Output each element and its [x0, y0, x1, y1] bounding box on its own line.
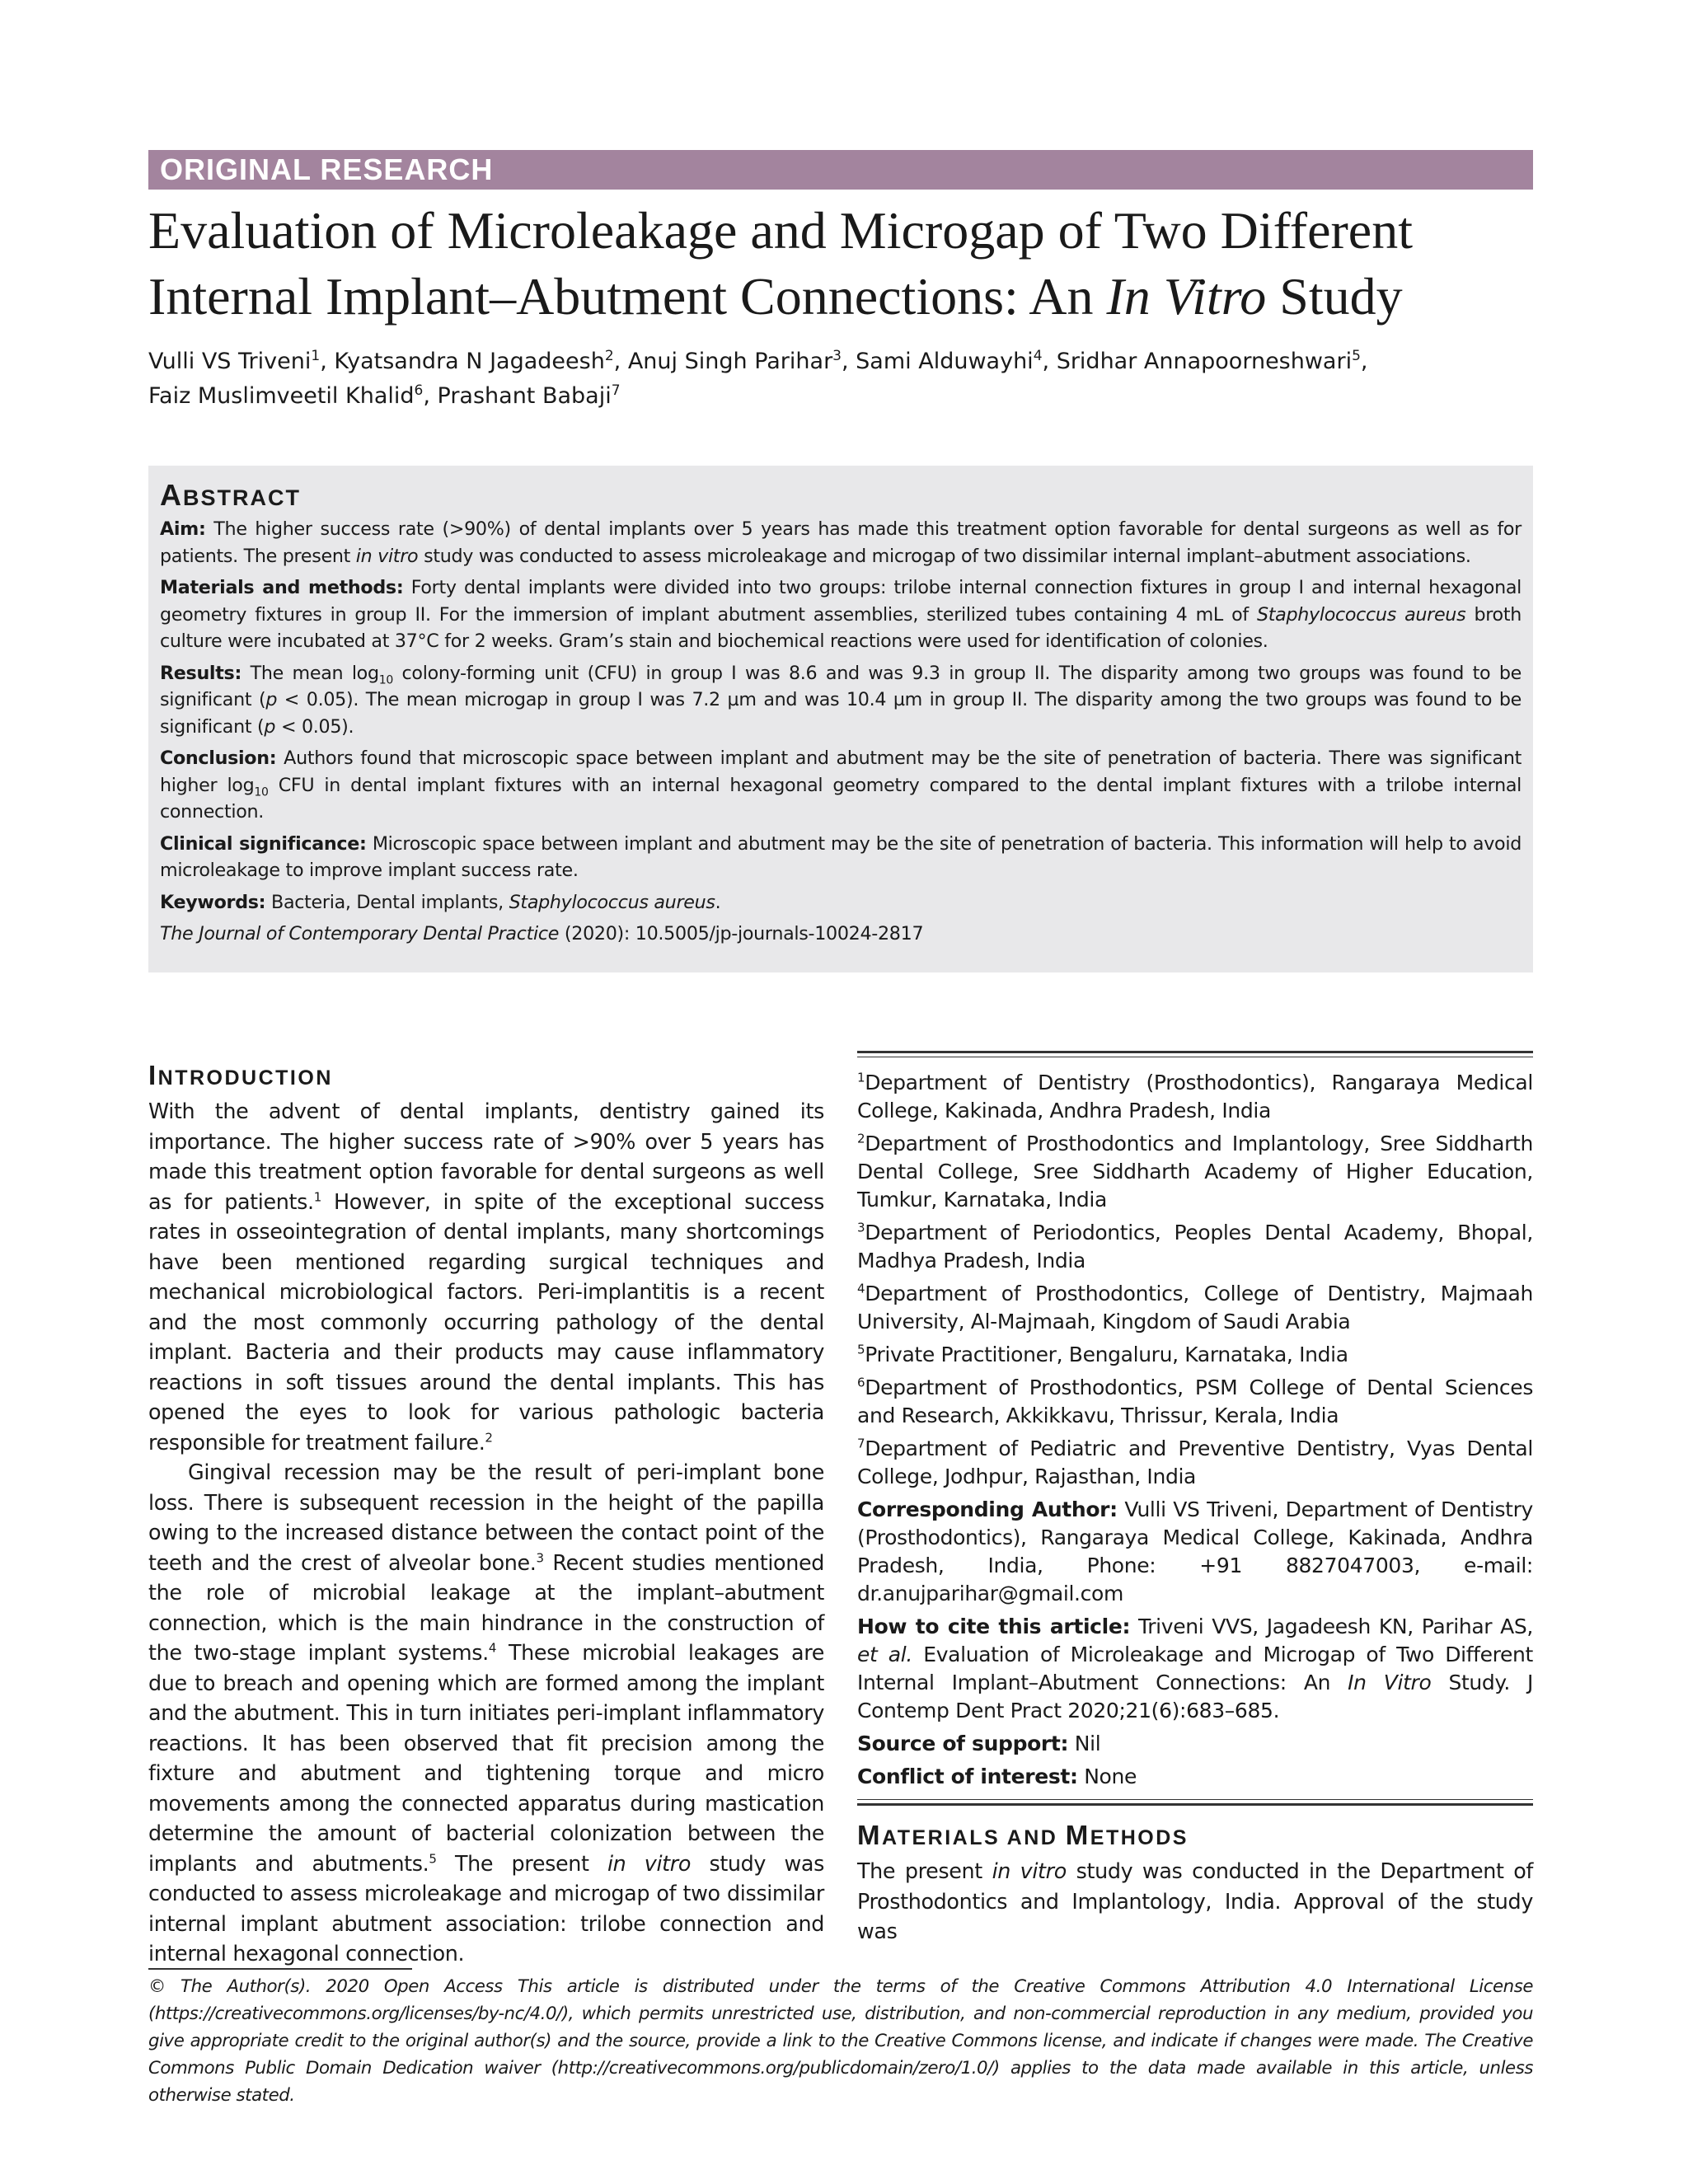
- author: Sami Alduwayhi$^4$,: [856, 348, 1057, 374]
- introduction-heading: INTRODUCTION: [148, 1060, 333, 1090]
- abstract-clinical-significance: Clinical significance: Microscopic space between implant and abutment may be the site of penetration of bacteria. This information will help to avoid microleakage to improve implant success rate.: [160, 832, 1522, 881]
- title-text-end: Study: [1266, 267, 1403, 326]
- bottom-rule-thin: [857, 1799, 1533, 1800]
- bottom-rule: [857, 1803, 1533, 1806]
- abstract-methods: Materials and methods: Forty dental implants were divided into two groups: trilobe internal connection fixtures in group I and internal hexagonal geometry fixtures in group II. For the immersion of implant abutment assemblies, sterilized tubes containing 4 mL of Staphylococcus aureus broth culture were incubated at 37°C for 2 weeks. Gram’s stain and biochemical reactions were used for identification of colonies.: [160, 577, 1522, 652]
- affiliation: $^2$Department of Prosthodontics and Implantology, Sree Siddharth Dental College, Sree Siddharth Academy of Higher Education, Tumkur, Karnataka, India: [857, 1131, 1533, 1212]
- section-label-banner: ORIGINAL RESEARCH: [148, 150, 1533, 190]
- author: Kyatsandra N Jagadeesh$^2$,: [334, 348, 628, 374]
- methods-heading: MATERIALS AND METHODS: [857, 1820, 1189, 1850]
- introduction-paragraph: Gingival recession may be the result of peri-implant bone loss. There is subsequent recession in the height of the papilla owing to the increased distance between the contact point of the teeth and the crest of alveolar bone.$^3$ Recent studies mentioned the role of microbial leakage at the implant–abutment connection, which is the main hindrance in the construction of the two-stage implant systems.$^4$ These microbial leakages are due to breach and opening which are formed among the implant and the abutment. This in turn initiates peri-implant inflammatory reactions. It has been observed that fit precision among the fixture and abutment and tightening torque and micro movements among the connected apparatus during mastication determine the amount of bacterial colonization between the implants and abutments.$^5$ The present in vitro study was conducted to assess microleakage and microgap of two dissimilar internal implant abutment association: trilobe connection and internal hexagonal connection.: [148, 1460, 824, 1966]
- affiliation: $^3$Department of Periodontics, Peoples Dental Academy, Bhopal, Madhya Pradesh, India: [857, 1220, 1533, 1272]
- author: Faiz Muslimveetil Khalid$^6$,: [148, 382, 438, 409]
- author: Anuj Singh Parihar$^3$,: [627, 348, 856, 374]
- methods-paragraph: The present in vitro study was conducted in the Department of Prosthodontics and Implantology, India. Approval of the study was: [857, 1858, 1533, 1943]
- abstract-conclusion: Conclusion: Authors found that microscopic space between implant and abutment may be the site of penetration of bacteria. There was significant higher $\log_{10}$ CFU in dental implant fixtures with an internal hexagonal geometry compared to the dental implant fixtures with a trilobe internal connection.: [160, 748, 1522, 823]
- how-to-cite: How to cite this article: Triveni VVS, Jagadeesh KN, Parihar AS, et al. Evaluation of Microleakage and Microgap of Two Different Internal Implant–Abutment Connections: An In Vitro Study. J Contemp Dent Pract 2020;21(6):683–685.: [857, 1615, 1533, 1722]
- source-of-support: Source of support: Nil: [857, 1732, 1101, 1755]
- affiliation: $^5$Private Practitioner, Bengaluru, Karnataka, India: [857, 1342, 1348, 1366]
- abstract-box: [148, 466, 1533, 972]
- abstract-citation: The Journal of Contemporary Dental Practice (2020): 10.5005/jp-journals-10024-2817: [160, 923, 924, 944]
- abstract-keywords: Keywords: Bacteria, Dental implants, Staphylococcus aureus.: [160, 891, 721, 913]
- footnote-rule: [148, 1968, 412, 1970]
- affiliation: $^4$Department of Prosthodontics, College of Dentistry, Majmaah University, Al-Majmaah, Kingdom of Saudi Arabia: [857, 1281, 1533, 1333]
- article-title: [148, 198, 1541, 330]
- conflict-of-interest: Conflict of interest: None: [857, 1765, 1137, 1788]
- introduction-column: [148, 1057, 824, 1969]
- author-list: [148, 344, 1541, 414]
- abstract-results: Results: The mean $\log_{10}$ colony-forming unit (CFU) in group I was 8.6 and was 9.3 in group II. The disparity among two groups was found to be significant (p < 0.05). The mean microgap in group I was 7.2 µm and was 10.4 µm in group II. The disparity among the two groups was found to be significant (p < 0.05).: [160, 662, 1522, 738]
- author: Sridhar Annapoorneshwari$^5$,: [1056, 348, 1368, 374]
- abstract-heading: ABSTRACT: [160, 478, 301, 512]
- top-rule: [857, 1051, 1533, 1053]
- abstract-aim: Aim: The higher success rate (>90%) of dental implants over 5 years has made this treatment option favorable for dental surgeons as well as for patients. The present in vitro study was conducted to assess microleakage and microgap of two dissimilar internal implant–abutment associations.: [160, 518, 1522, 567]
- introduction-paragraph: With the advent of dental implants, dentistry gained its importance. The higher success rate of >90% over 5 years has made this treatment option favorable for dental surgeons as well as for patients.$^1$ However, in spite of the exceptional success rates in osseointegration of dental implants, many shortcomings have been mentioned regarding surgical techniques and mechanical microbiological factors. Peri-implantitis is a recent and the most commonly occurring pathology of the dental implant. Bacteria and their products may cause inflammatory reactions in soft tissues around the dental implants. This has opened the eyes to look for various pathologic bacteria responsible for treatment failure.$^2$: [148, 1099, 824, 1455]
- license-footnote: © The Author(s). 2020 Open Access This article is distributed under the terms of the Creative Commons Attribution 4.0 International License (https://creativecommons.org/licenses/by-nc/4.0/), which permits unrestricted use, distribution, and non-commercial reproduction in any medium, provided you give appropriate credit to the original author(s) and the source, provide a link to the Creative Commons license, and indicate if changes were made. The Creative Commons Public Domain Dedication waiver (http://creativecommons.org/publicdomain/zero/1.0/) applies to the data made available in this article, unless otherwise stated.: [148, 1976, 1533, 2106]
- affiliations-column: [857, 1051, 1533, 1947]
- title-italic: In Vitro: [1106, 267, 1267, 326]
- affiliation: $^1$Department of Dentistry (Prosthodontics), Rangaraya Medical College, Kakinada, Andhra Pradesh, India: [857, 1070, 1533, 1122]
- title-text: Evaluation of Microleakage and Microgap of Two Different Internal Implant–Abutment Connections: An: [148, 201, 1413, 326]
- author: Prashant Babaji$^7$: [437, 382, 621, 409]
- author: Vulli VS Triveni$^1$,: [148, 348, 335, 374]
- affiliation: $^7$Department of Pediatric and Preventive Dentistry, Vyas Dental College, Jodhpur, Rajasthan, India: [857, 1436, 1533, 1488]
- corresponding-author: Corresponding Author: Vulli VS Triveni, Department of Dentistry (Prosthodontics), Rangaraya Medical College, Kakinada, Andhra Pradesh, India, Phone: +91 8827047003, e-mail: dr.anujparihar@gmail.com: [857, 1497, 1534, 1605]
- affiliation: $^6$Department of Prosthodontics, PSM College of Dental Sciences and Research, Akkikkavu, Thrissur, Kerala, India: [857, 1375, 1533, 1427]
